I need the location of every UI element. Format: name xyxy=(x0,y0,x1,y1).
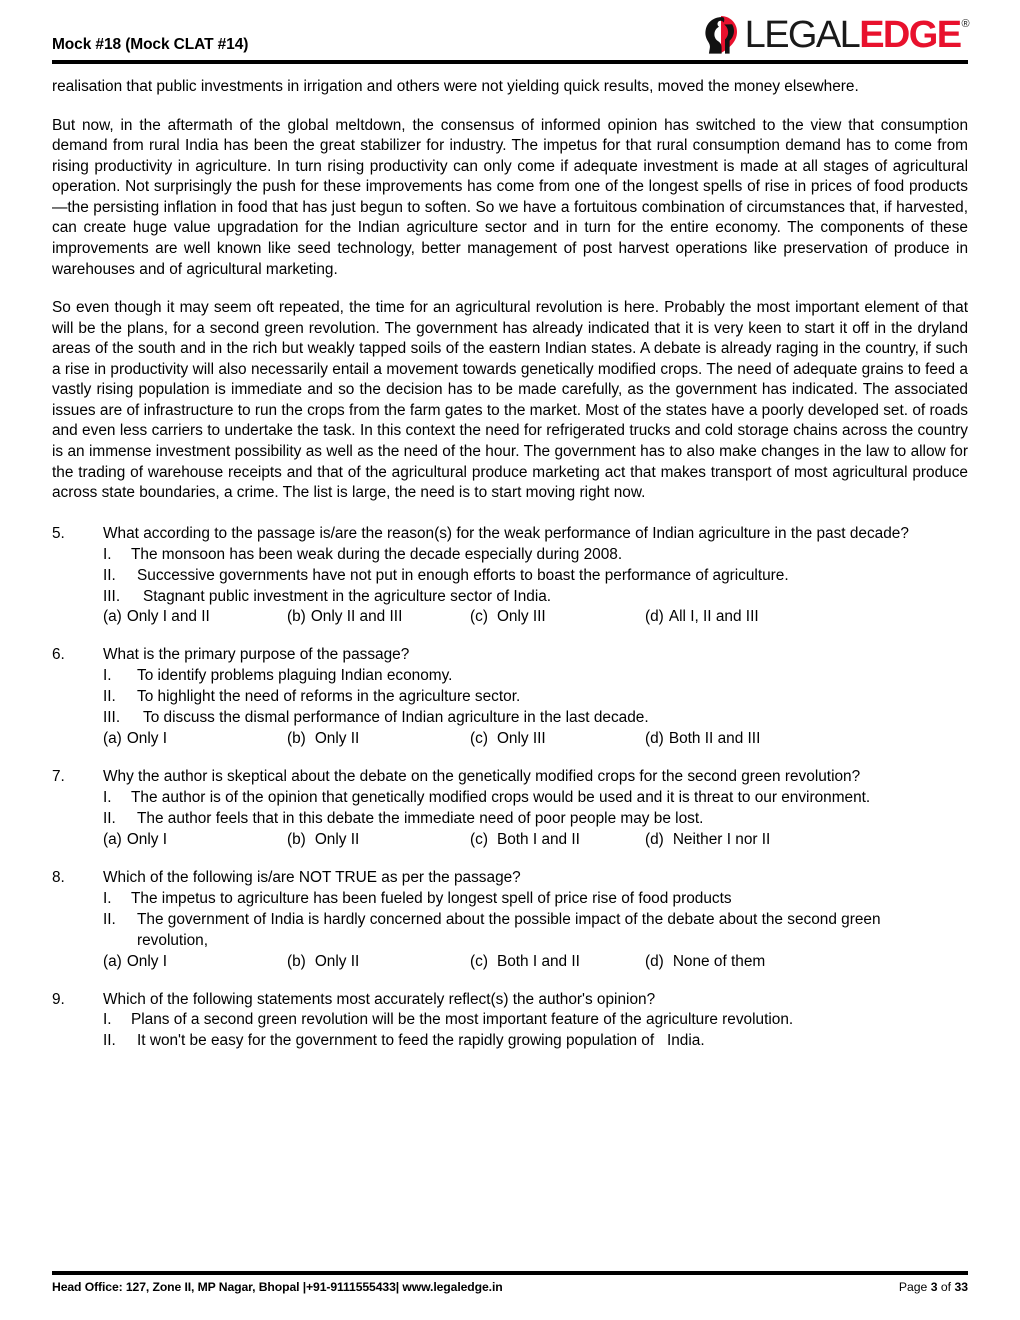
option-d[interactable] xyxy=(645,607,759,628)
option-letter: (a) xyxy=(103,608,122,626)
question-number: 5. xyxy=(52,524,65,542)
statement-text: The government of India is hardly concerned about the possible impact of the debate about the second green revolution, xyxy=(137,910,881,949)
option-b[interactable] xyxy=(287,952,470,973)
option-letter: (a) xyxy=(103,830,122,848)
option-d[interactable] xyxy=(645,952,765,973)
option-b[interactable] xyxy=(287,729,470,750)
question-text: Which of the following statements most accurately reflect(s) the author's opinion? xyxy=(103,990,656,1008)
page-title: Mock #18 (Mock CLAT #14) xyxy=(52,35,249,53)
option-letter: (b) xyxy=(287,730,306,748)
option-label: Both I and II xyxy=(496,952,580,970)
option-d[interactable] xyxy=(645,729,760,750)
statement-label: I. xyxy=(103,889,112,907)
option-label: All I, II and III xyxy=(668,608,759,626)
question-number: 9. xyxy=(52,990,65,1008)
page-content xyxy=(52,64,968,1052)
option-label: Only I xyxy=(126,730,168,748)
option-label: Only II xyxy=(314,730,360,748)
option-row xyxy=(103,607,968,628)
option-letter: (a) xyxy=(103,952,122,970)
statement-item xyxy=(103,788,968,809)
statement-label: I. xyxy=(103,545,112,563)
option-label: Only I and II xyxy=(126,608,210,626)
option-a[interactable] xyxy=(103,952,287,973)
legaledge-wordmark xyxy=(744,13,968,56)
option-b[interactable] xyxy=(287,607,470,628)
logo-text-legal: LEGAL xyxy=(744,13,860,56)
statement-item xyxy=(103,566,968,587)
page-total: 33 xyxy=(954,1280,968,1294)
option-c[interactable] xyxy=(470,729,645,750)
question-text: Why the author is skeptical about the debate on the genetically modified crops for the second green revolution? xyxy=(103,768,861,786)
question-item xyxy=(52,645,968,750)
option-label: Only II and III xyxy=(310,608,403,626)
statement-item xyxy=(103,809,968,830)
option-letter: (d) xyxy=(645,952,664,970)
question-text: What according to the passage is/are the reason(s) for the weak performance of Indian agriculture in the past decade? xyxy=(103,524,909,542)
option-row xyxy=(103,952,968,973)
option-a[interactable] xyxy=(103,830,287,851)
option-letter: (c) xyxy=(470,730,488,748)
statement-text: The impetus to agriculture has been fueled by longest spell of price rise of food products xyxy=(131,889,732,907)
option-letter: (b) xyxy=(287,830,306,848)
question-item xyxy=(52,990,968,1053)
statement-item xyxy=(103,889,968,910)
statement-label: II. xyxy=(103,566,116,584)
statement-item xyxy=(103,545,968,566)
option-label: Only III xyxy=(496,730,546,748)
option-letter: (d) xyxy=(645,830,664,848)
passage-paragraph: So even though it may seem oft repeated, the time for an agricultural revolution is here. Probably the most important element of that will be the plans, for a second green revolution. The government has already indicated that it is very keen to start it off in the dryland areas of the south and in the rich but weakly tapped soils of the eastern Indian states. A debate is already raging in the country, if such a rise in productivity will also necessarily entail a movement towards genetically modified crops. The need of adequate grains to feed a vastly rising population is immediate and so the decision has to be made carefully, as the government has indicated. The associated issues are of infrastructure to run the crops from the farm gates to the market. Most of the states have a poorly developed set. of roads and even less carriers to undertake the task. In this context the need for refrigerated trucks and cold storage chains across the country is an immense investment possibility as well as the need of the hour. The government has to also make changes in the law to allow for the trading of warehouse receipts and that of the agricultural produce marketing act that makes transport of most agricultural produce across state boundaries, a crime. The list is large, the need is to start moving right now. xyxy=(52,299,968,502)
statement-item xyxy=(103,687,968,708)
statement-label: II. xyxy=(103,809,116,827)
statement-label: III. xyxy=(103,587,121,605)
question-item xyxy=(52,767,968,851)
option-letter: (c) xyxy=(470,952,488,970)
statement-text: The author is of the opinion that genetically modified crops would be used and it is threat to our environment. xyxy=(131,789,871,806)
option-label: None of them xyxy=(672,952,766,970)
statement-label: II. xyxy=(103,688,116,706)
statement-item xyxy=(103,587,968,608)
statement-label: I. xyxy=(103,667,112,685)
question-number: 7. xyxy=(52,768,65,786)
option-c[interactable] xyxy=(470,607,645,628)
statement-item xyxy=(103,708,968,729)
option-label: Both I and II xyxy=(496,830,580,848)
statement-text: Stagnant public investment in the agriculture sector of India. xyxy=(143,587,552,605)
statement-text: The monsoon has been weak during the decade especially during 2008. xyxy=(131,545,623,563)
option-letter: (c) xyxy=(470,830,488,848)
statement-item xyxy=(103,666,968,687)
footer-office-info: Head Office: 127, Zone II, MP Nagar, Bhopal |+91-9111555433| www.legaledge.in xyxy=(52,1280,503,1294)
question-list xyxy=(52,524,968,1053)
option-row xyxy=(103,830,968,851)
statement-text: To identify problems plaguing Indian economy. xyxy=(137,667,453,685)
statement-item xyxy=(103,910,968,952)
statement-text: Plans of a second green revolution will be the most important feature of the agriculture revolution. xyxy=(131,1011,794,1029)
statement-label: II. xyxy=(103,910,116,928)
statement-label: II. xyxy=(103,1032,116,1050)
statement-label: I. xyxy=(103,789,112,806)
option-letter: (d) xyxy=(645,608,664,626)
page-footer xyxy=(52,1271,968,1294)
statement-item xyxy=(103,1010,968,1031)
page-number: 3 xyxy=(930,1280,938,1294)
passage xyxy=(52,77,968,504)
page-joiner: of xyxy=(940,1280,952,1294)
question-item xyxy=(52,868,968,973)
statement-text: To highlight the need of reforms in the agriculture sector. xyxy=(137,688,521,706)
option-letter: (b) xyxy=(287,608,306,626)
passage-paragraph: But now, in the aftermath of the global meltdown, the consensus of informed opinion has switched to the view that consumption demand from rural India has been the great stabilizer for industry. The impetus for that rural consumption demand has to come from rising productivity in agriculture. In turn rising productivity can only come if adequate investment is made at all stages of agricultural operation. Not surprisingly the push for these improvements has come from one of the longest spells of rise in prices of food products—the persisting inflation in food that has just begun to soften. So we have a fortuitous combination of circumstances that, if harvested, can create huge value upgradation for the Indian agriculture sector and in turn for the entire economy. The components of these improvements are well known like seed technology, better management of post harvest operations like preservation of produce in warehouses and of agricultural marketing. xyxy=(52,116,968,278)
statement-label: III. xyxy=(103,709,121,727)
page-indicator xyxy=(899,1280,968,1294)
option-a[interactable] xyxy=(103,607,287,628)
option-letter: (a) xyxy=(103,730,122,748)
statement-text: The author feels that in this debate the immediate need of poor people may be lost. xyxy=(137,809,704,827)
option-c[interactable] xyxy=(470,952,645,973)
option-label: Only III xyxy=(496,608,546,626)
option-label: Only II xyxy=(314,952,360,970)
option-label: Only I xyxy=(126,952,168,970)
option-a[interactable] xyxy=(103,729,287,750)
option-row xyxy=(103,729,968,750)
option-label: Neither I nor II xyxy=(672,830,771,848)
option-letter: (d) xyxy=(645,730,664,748)
legaledge-logo xyxy=(699,14,968,58)
option-label: Both II and III xyxy=(668,730,761,748)
question-text: What is the primary purpose of the passage? xyxy=(103,646,410,664)
registered-trademark-icon: ® xyxy=(961,17,968,30)
page-header xyxy=(52,0,968,60)
question-number: 6. xyxy=(52,646,65,664)
option-label: Only I xyxy=(126,830,168,848)
option-letter: (c) xyxy=(470,608,488,626)
statement-label: I. xyxy=(103,1011,112,1029)
question-text: Which of the following is/are NOT TRUE as per the passage? xyxy=(103,868,521,886)
statement-text: To discuss the dismal performance of Indian agriculture in the last decade. xyxy=(143,709,649,727)
question-item xyxy=(52,524,968,629)
question-number: 8. xyxy=(52,868,65,886)
option-d[interactable] xyxy=(645,830,770,851)
page-prefix: Page xyxy=(898,1280,928,1294)
option-c[interactable] xyxy=(470,830,645,851)
option-b[interactable] xyxy=(287,830,470,851)
statement-text: It won't be easy for the government to feed the rapidly growing population of India. xyxy=(137,1032,705,1050)
legaledge-face-icon xyxy=(699,14,743,56)
statement-item xyxy=(103,1031,968,1052)
option-letter: (b) xyxy=(287,952,306,970)
option-label: Only II xyxy=(314,830,360,848)
statement-text: Successive governments have not put in enough efforts to boast the performance of agriculture. xyxy=(137,566,789,584)
logo-text-edge: EDGE xyxy=(859,13,961,56)
passage-paragraph: realisation that public investments in irrigation and others were not yielding quick results, moved the money elsewhere. xyxy=(52,78,859,95)
